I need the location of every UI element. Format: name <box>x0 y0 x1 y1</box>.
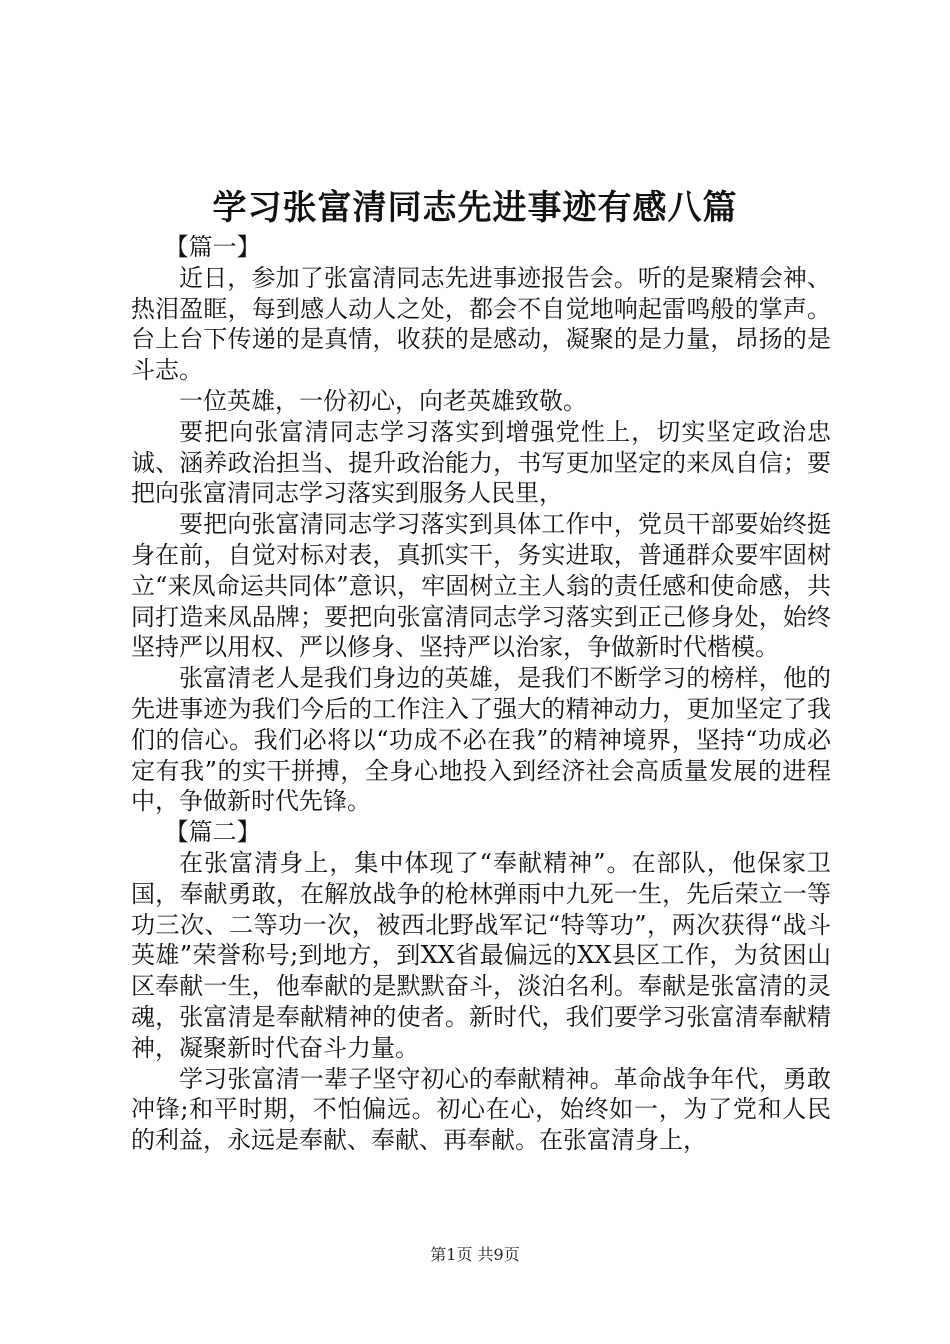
document-title: 学习张富清同志先进事迹有感八篇 <box>212 188 738 228</box>
paragraph: 学习张富清一辈子坚守初心的奉献精神。革命战争年代，勇敢冲锋;和平时期，不怕偏远。初心在心，始终如一，为了党和人民的利益，永远是奉献、奉献、再奉献。在张富清身上， <box>131 1064 831 1155</box>
section-label: 【篇二】 <box>164 818 261 847</box>
paragraph: 在张富清身上，集中体现了“奉献精神”。在部队，他保家卫国，奉献勇敢，在解放战争的枪林弹雨中九死一生，先后荣立一等功三次、二等功一次，被西北野战军记“特等功”，两次获得“战斗英雄”荣誉称号;到地方，到XX省最偏远的XX县区工作，为贫困山区奉献一生，他奉献的是默默奋斗，淡泊名利。奉献是张富清的灵魂，张富清是奉献精神的使者。新时代，我们要学习张富清奉献精神，凝聚新时代奋斗力量。 <box>131 848 831 1062</box>
paragraph: 要把向张富清同志学习落实到增强党性上，切实坚定政治忠诚、涵养政治担当、提升政治能力，书写更加坚定的来凤自信；要把向张富清同志学习落实到服务人民里， <box>131 417 831 508</box>
document-body <box>131 232 831 1156</box>
page-number-footer: 第1页 共9页 <box>430 1245 520 1264</box>
section-label: 【篇一】 <box>164 233 261 261</box>
paragraph: 近日，参加了张富清同志先进事迹报告会。听的是聚精会神、热泪盈眶，每到感人动人之处，都会不自觉地响起雷鸣般的掌声。台上台下传递的是真情，收获的是感动，凝聚的是力量，昂扬的是斗志。 <box>131 263 831 385</box>
paragraph: 张富清老人是我们身边的英雄，是我们不断学习的榜样，他的先进事迹为我们今后的工作注入了强大的精神动力，更加坚定了我们的信心。我们必将以“功成不必在我”的精神境界，坚持“功成必定有我”的实干拼搏，全身心地投入到经济社会高质量发展的进程中，争做新时代先锋。 <box>131 664 831 816</box>
paragraph: 一位英雄，一份初心，向老英雄致敬。 <box>179 386 587 415</box>
paragraph: 要把向张富清同志学习落实到具体工作中，党员干部要始终挺身在前，自觉对标对表，真抓实干，务实进取，普通群众要牢固树立“来凤命运共同体”意识，牢固树立主人翁的责任感和使命感，共同打造来凤品牌；要把向张富清同志学习落实到正己修身处，始终坚持严以用权、严以修身、坚持严以治家，争做新时代楷模。 <box>131 510 831 662</box>
